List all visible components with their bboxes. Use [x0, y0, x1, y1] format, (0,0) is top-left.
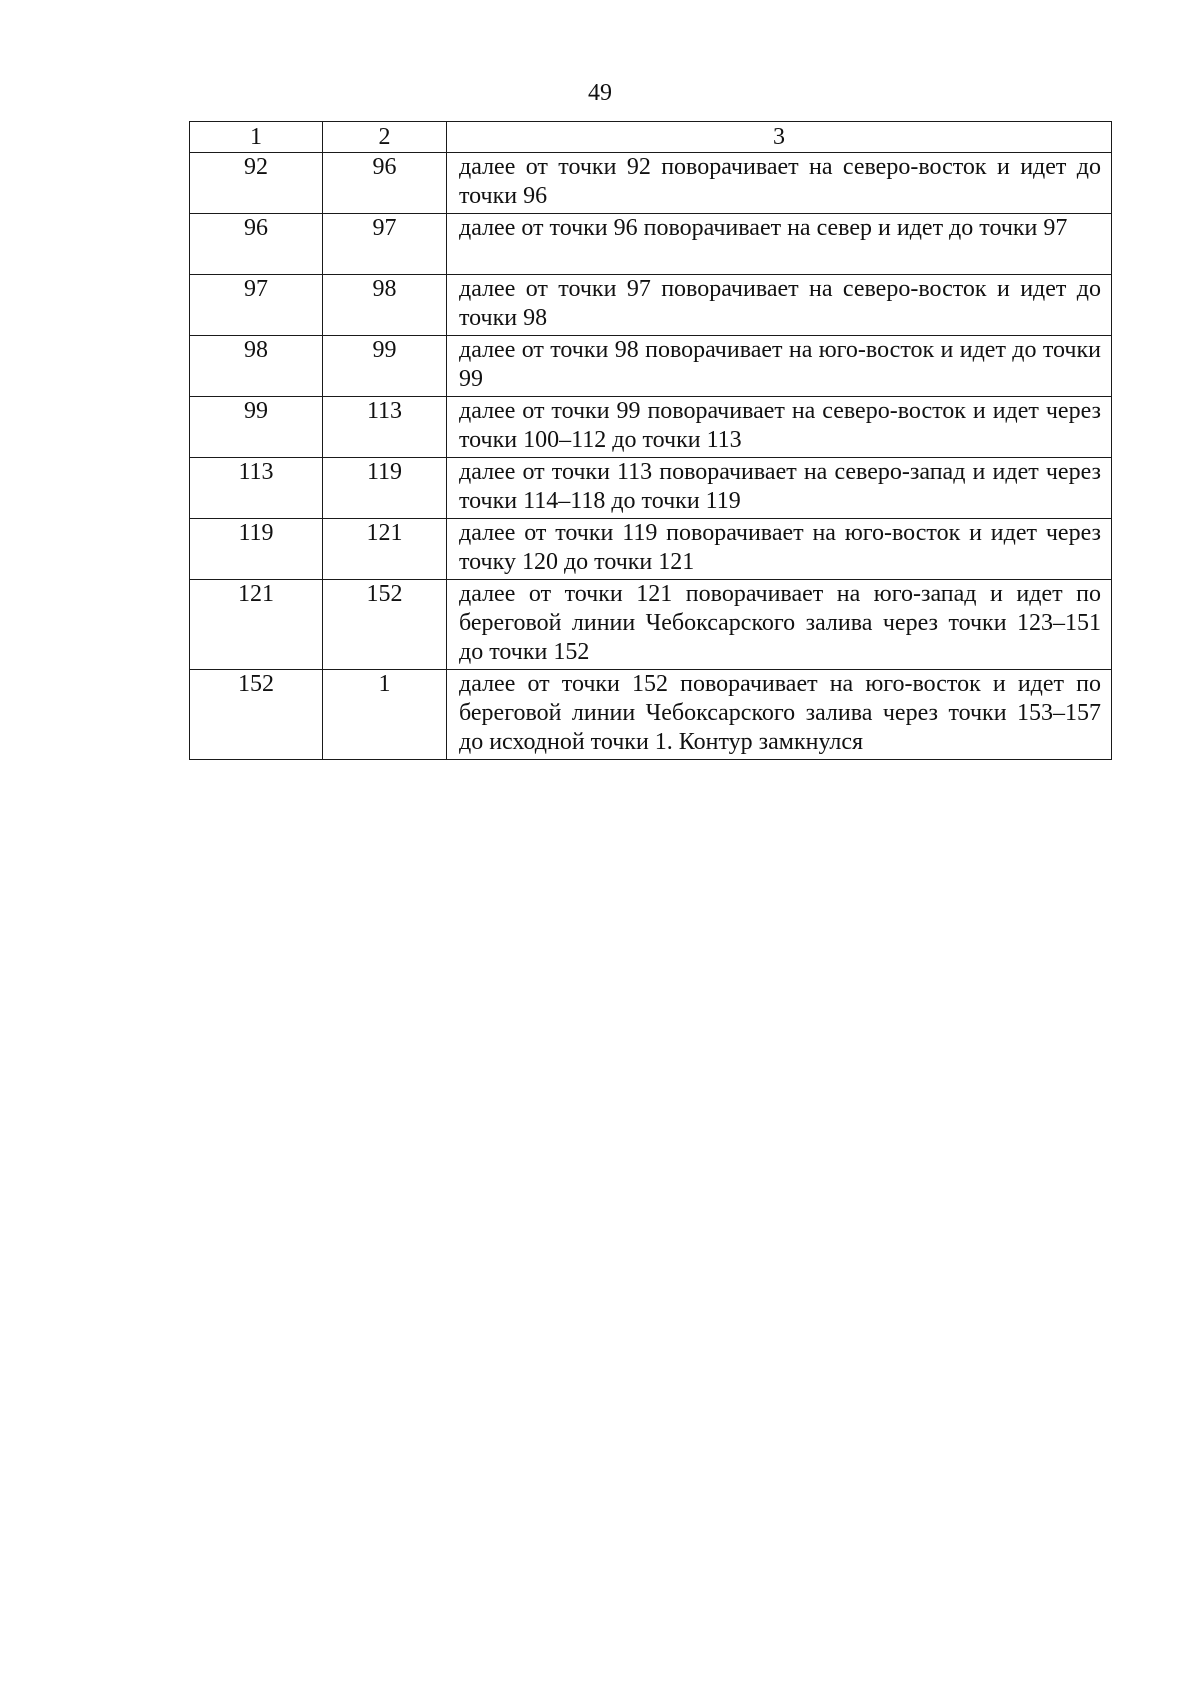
from-point-cell: 152	[190, 670, 323, 760]
from-point-cell: 98	[190, 336, 323, 397]
from-point-cell: 119	[190, 519, 323, 580]
column-header-2: 2	[323, 122, 447, 153]
description-cell: далее от точки 96 поворачивает на север и идет до точки 97	[447, 214, 1112, 275]
from-point-cell: 92	[190, 153, 323, 214]
table-row	[190, 458, 1112, 519]
from-point-cell: 113	[190, 458, 323, 519]
to-point-cell: 152	[323, 580, 447, 670]
table-row	[190, 275, 1112, 336]
table-row	[190, 580, 1112, 670]
description-cell: далее от точки 113 поворачивает на северо-запад и идет через точки 114–118 до точки 119	[447, 458, 1112, 519]
table-row	[190, 670, 1112, 760]
description-cell: далее от точки 99 поворачивает на северо-восток и идет через точки 100–112 до точки 113	[447, 397, 1112, 458]
to-point-cell: 97	[323, 214, 447, 275]
to-point-cell: 119	[323, 458, 447, 519]
description-cell: далее от точки 97 поворачивает на северо-восток и идет до точки 98	[447, 275, 1112, 336]
table-row	[190, 397, 1112, 458]
from-point-cell: 97	[190, 275, 323, 336]
table-row	[190, 336, 1112, 397]
column-header-3: 3	[447, 122, 1112, 153]
to-point-cell: 98	[323, 275, 447, 336]
to-point-cell: 113	[323, 397, 447, 458]
table-header-row	[190, 122, 1112, 153]
route-table	[189, 121, 1112, 760]
description-cell: далее от точки 152 поворачивает на юго-восток и идет по береговой линии Чебоксарского залива через точки 153–157 до исходной точки 1. Контур замкнулся	[447, 670, 1112, 760]
page-number: 49	[588, 80, 612, 106]
to-point-cell: 96	[323, 153, 447, 214]
table-row	[190, 519, 1112, 580]
from-point-cell: 99	[190, 397, 323, 458]
from-point-cell: 96	[190, 214, 323, 275]
to-point-cell: 1	[323, 670, 447, 760]
table-row	[190, 153, 1112, 214]
description-cell: далее от точки 92 поворачивает на северо-восток и идет до точки 96	[447, 153, 1112, 214]
to-point-cell: 121	[323, 519, 447, 580]
table-row	[190, 214, 1112, 275]
description-cell: далее от точки 121 поворачивает на юго-запад и идет по береговой линии Чебоксарского залива через точки 123–151 до точки 152	[447, 580, 1112, 670]
column-header-1: 1	[190, 122, 323, 153]
description-cell: далее от точки 98 поворачивает на юго-восток и идет до точки 99	[447, 336, 1112, 397]
from-point-cell: 121	[190, 580, 323, 670]
description-cell: далее от точки 119 поворачивает на юго-восток и идет через точку 120 до точки 121	[447, 519, 1112, 580]
to-point-cell: 99	[323, 336, 447, 397]
